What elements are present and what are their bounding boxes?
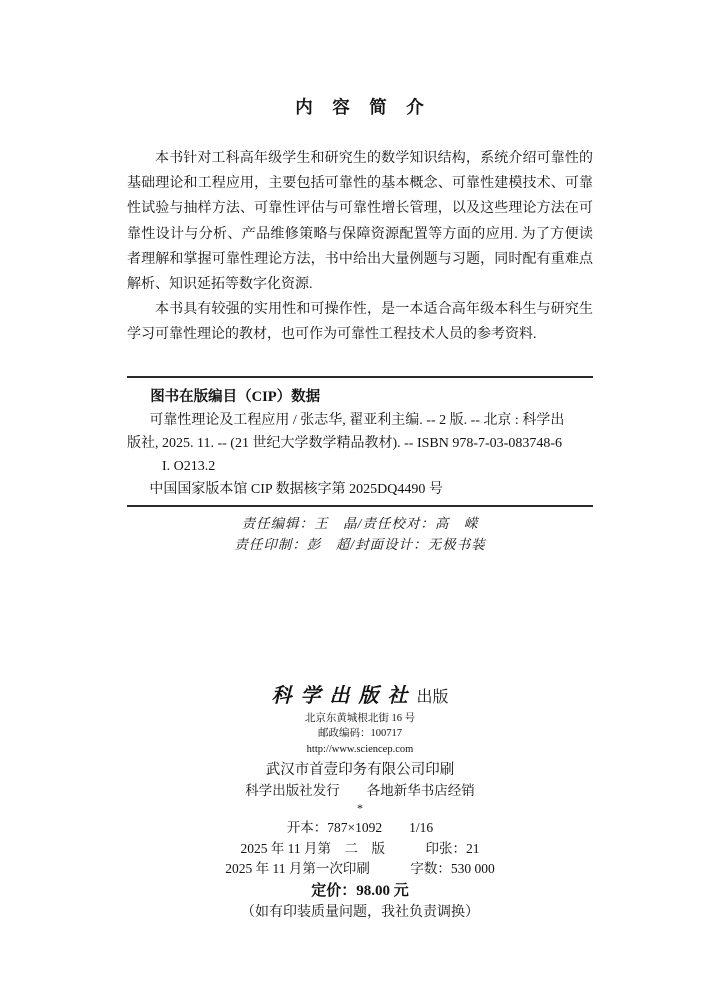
quality-note-line: （如有印装质量问题，我社负责调换） xyxy=(241,904,479,920)
printing-line: 2025 年 11 月第一次印刷 字数：530 000 xyxy=(225,861,495,877)
printer-line: 武汉市首壹印务有限公司印刷 xyxy=(265,762,455,779)
edition-line: 2025 年 11 月第 二 版 印张：21 xyxy=(240,840,480,856)
cip-heading: 图书在版编目（CIP）数据 xyxy=(150,388,321,405)
publisher-block xyxy=(127,683,593,924)
separator-asterisk: * xyxy=(357,801,363,816)
distribution-line: 科学出版社发行 各地新华书店经销 xyxy=(245,783,475,799)
intro-paragraph-1: 本书针对工科高年级学生和研究生的数学知识结构，系统介绍可靠性的基础理论和工程应用，主要包括可靠性的基本概念、可靠性建模技术、可靠性试验与抽样方法、可靠性评估与可靠性增长管理，以及这些理论方法在可靠性设计与分析、产品维修策略与保障资源配置等方面的应用. 为了方便读者理解和掌握可靠性理论方法，书中给出大量例题与习题，同时配有重难点解析、知识延拓等数字化资源. xyxy=(127,151,593,293)
cip-data-block xyxy=(127,378,593,505)
publisher-postcode: 邮政编码：100717 xyxy=(318,728,402,740)
intro-title: 内 容 简 介 xyxy=(295,97,425,117)
price-line: 定价：98.00 元 xyxy=(311,882,409,899)
credits-block xyxy=(127,507,593,555)
cip-line-classification: I. O213.2 xyxy=(162,458,216,474)
publisher-logo-line xyxy=(127,683,593,711)
cip-line-record-number: 中国国家版本馆 CIP 数据核字第 2025DQ4490 号 xyxy=(149,481,443,497)
format-line: 开本：787×1092 1/16 xyxy=(286,820,434,836)
credit-editor-line: 责任编辑：王 晶/责任校对：高 嵘 xyxy=(241,515,479,531)
publisher-address: 北京东黄城根北街 16 号 xyxy=(304,712,416,724)
cip-line-title: 可靠性理论及工程应用 / 张志华, 翟亚利主编. -- 2 版. -- 北京 : 科学出 xyxy=(149,412,565,428)
copyright-page xyxy=(127,0,593,924)
cip-line-publisher-isbn: 版社, 2025. 11. -- (21 世纪大学数学精品教材). -- ISBN 978-7-03-083748-6 xyxy=(127,435,562,451)
publisher-logo-suffix: 出版 xyxy=(416,688,449,706)
credit-print-design-line: 责任印制：彭 超/封面设计：无极书装 xyxy=(234,536,486,552)
intro-paragraph-2: 本书具有较强的实用性和可操作性，是一本适合高年级本科生与研究生学习可靠性理论的教材，也可作为可靠性工程技术人员的参考资料. xyxy=(127,302,593,343)
publisher-website: http://www.sciencep.com xyxy=(306,743,414,755)
science-press-logo: 科学出版社 xyxy=(271,684,417,707)
